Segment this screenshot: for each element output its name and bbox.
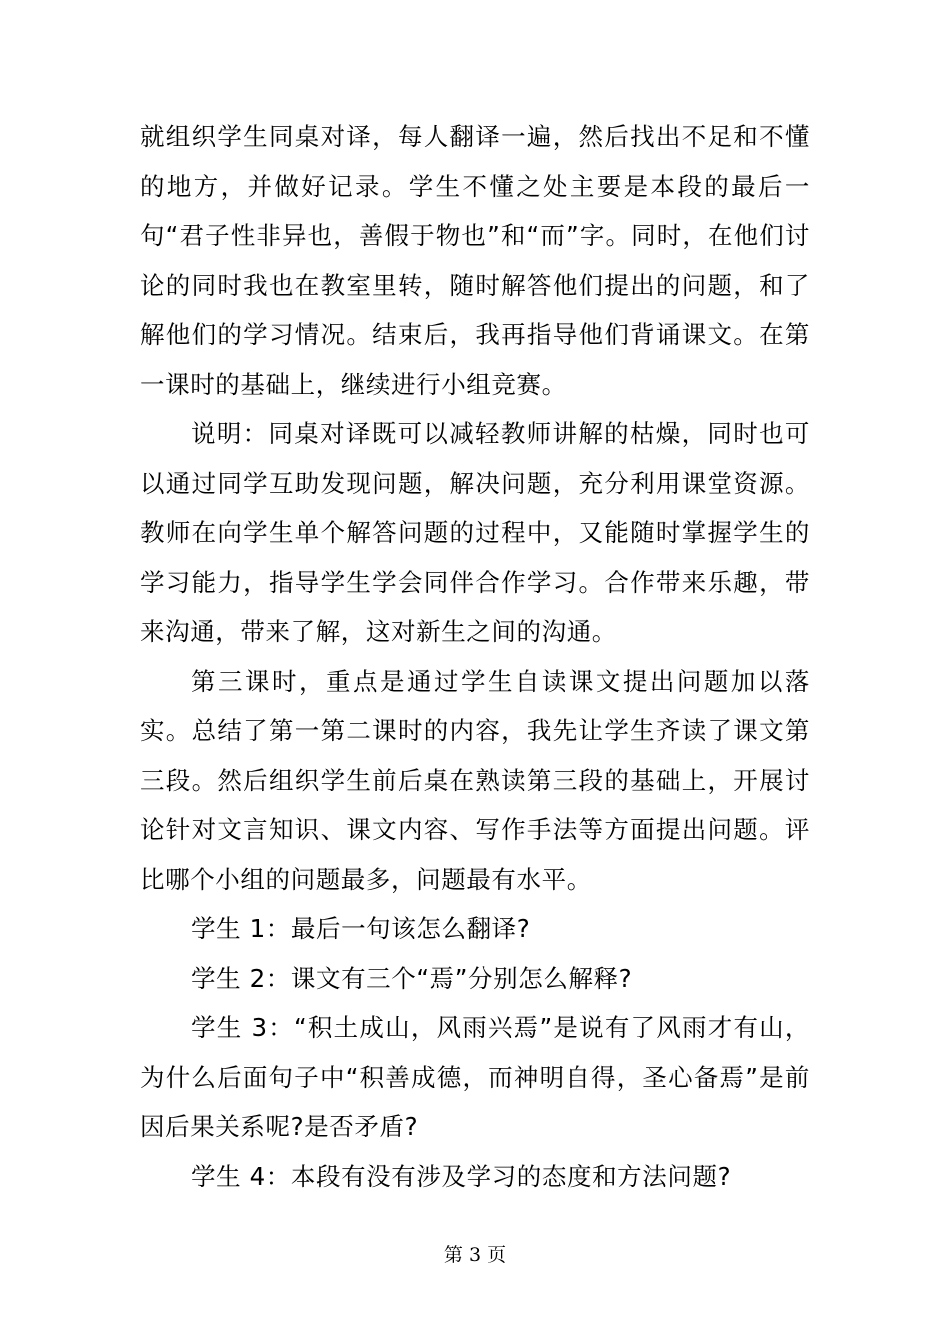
paragraph-4: 学生 1：最后一句该怎么翻译?: [191, 914, 531, 943]
paragraph-2: 说明：同桌对译既可以减轻教师讲解的枯燥，同时也可以通过同学互助发现问题，解决问题，充分利用课堂资源。教师在向学生单个解答问题的过程中，又能随时掌握学生的学习能力，指导学生学会同伴合作学习。合作带来乐趣，带来沟通，带来了解，这对新生之间的沟通。: [140, 419, 810, 646]
paragraph-3: 第三课时，重点是通过学生自读课文提出问题加以落实。总结了第一第二课时的内容，我先让学生齐读了课文第三段。然后组织学生前后桌在熟读第三段的基础上，开展讨论针对文言知识、课文内容、写作手法等方面提出问题。评比哪个小组的问题最多，问题最有水平。: [140, 666, 810, 894]
page-number: 第 3 页: [443, 1244, 507, 1266]
paragraph-1: 就组织学生同桌对译，每人翻译一遍，然后找出不足和不懂的地方，并做好记录。学生不懂之处主要是本段的最后一句“君子性非异也，善假于物也”和“而”字。同时，在他们讨论的同时我也在教室里转，随时解答他们提出的问题，和了解他们的学习情况。结束后，我再指导他们背诵课文。在第一课时的基础上，继续进行小组竞赛。: [140, 122, 810, 399]
paragraph-7: 学生 4：本段有没有涉及学习的态度和方法问题?: [191, 1161, 732, 1191]
paragraph-6: 学生 3：“积土成山，风雨兴焉”是说有了风雨才有山，为什么后面句子中“积善成德，而神明自得，圣心备焉”是前因后果关系呢?是否矛盾?: [140, 1013, 810, 1141]
paragraph-5: 学生 2：课文有三个“焉”分别怎么解释?: [191, 963, 633, 993]
document-body: [140, 112, 810, 1201]
